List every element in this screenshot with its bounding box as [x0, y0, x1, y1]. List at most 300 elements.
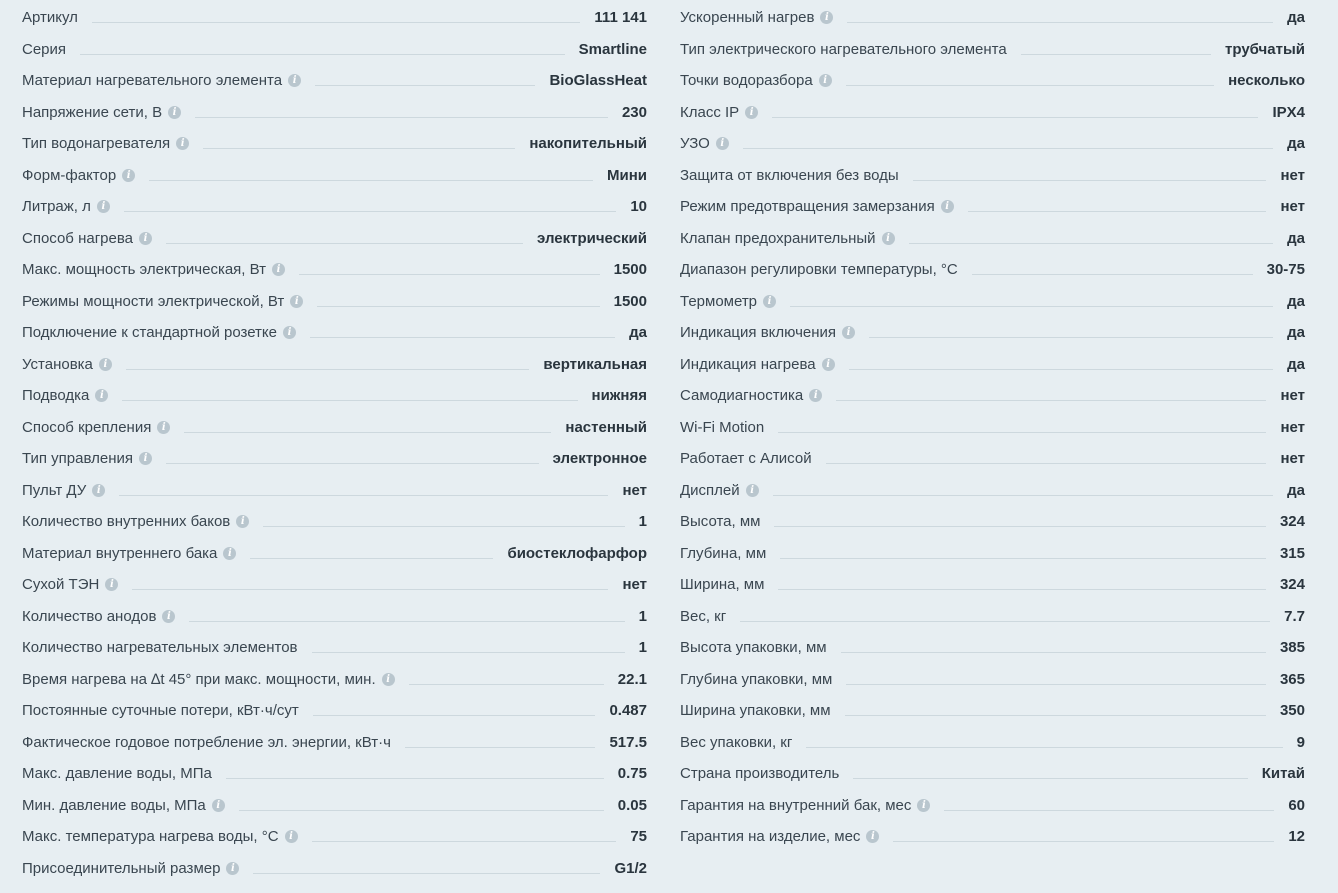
info-icon[interactable]: i — [285, 830, 298, 843]
spec-label: Способ нагрева — [22, 229, 133, 247]
spec-row — [680, 349, 1305, 381]
leader-line — [312, 652, 625, 653]
spec-row — [680, 65, 1305, 97]
spec-value: биостеклофарфор — [507, 544, 647, 562]
leader-line — [299, 274, 600, 275]
spec-row — [22, 2, 647, 34]
spec-label-wrap — [680, 324, 855, 341]
spec-value: нет — [1280, 418, 1305, 436]
spec-row — [680, 569, 1305, 601]
spec-label-wrap — [22, 860, 239, 877]
spec-label: Присоединительный размер — [22, 859, 221, 877]
spec-value: 517.5 — [609, 733, 647, 751]
info-icon[interactable]: i — [290, 295, 303, 308]
info-icon[interactable]: i — [236, 515, 249, 528]
spec-label-wrap — [680, 797, 930, 814]
spec-label: Самодиагностика — [680, 387, 804, 405]
spec-label: Высота, мм — [680, 513, 761, 531]
spec-label-wrap — [680, 104, 758, 121]
spec-label-wrap — [680, 482, 759, 499]
spec-label: Гарантия на внутренний бак, мес — [680, 796, 912, 814]
leader-line — [841, 652, 1266, 653]
spec-label-wrap — [680, 545, 766, 562]
spec-value: 111 141 — [594, 9, 647, 27]
spec-value: настенный — [565, 418, 647, 436]
spec-row — [22, 254, 647, 286]
spec-value: 75 — [630, 828, 647, 846]
spec-row — [680, 160, 1305, 192]
spec-row — [680, 317, 1305, 349]
leader-line — [184, 432, 551, 433]
info-icon[interactable]: i — [288, 74, 301, 87]
leader-line — [312, 841, 617, 842]
spec-label-wrap — [22, 639, 298, 656]
info-icon[interactable]: i — [95, 389, 108, 402]
leader-line — [773, 495, 1273, 496]
spec-label-wrap — [22, 135, 189, 152]
leader-line — [203, 148, 515, 149]
spec-label: Подводка — [22, 387, 90, 405]
spec-label: УЗО — [680, 135, 710, 153]
spec-row — [22, 160, 647, 192]
info-icon[interactable]: i — [97, 200, 110, 213]
spec-label: Высота упаковки, мм — [680, 639, 827, 657]
leader-line — [968, 211, 1267, 212]
spec-value: 0.75 — [617, 765, 647, 783]
spec-row — [22, 569, 647, 601]
info-icon[interactable]: i — [716, 137, 729, 150]
spec-value: да — [1287, 9, 1305, 27]
spec-label: Литраж, л — [22, 198, 91, 216]
spec-label-wrap — [22, 324, 296, 341]
spec-value: нет — [1280, 166, 1305, 184]
leader-line — [310, 337, 615, 338]
info-icon[interactable]: i — [763, 295, 776, 308]
spec-label: Термометр — [680, 292, 758, 310]
spec-label: Мин. давление воды, МПа — [22, 796, 206, 814]
spec-value: нет — [1280, 198, 1305, 216]
spec-label-wrap — [22, 230, 152, 247]
spec-label-wrap — [22, 387, 108, 404]
spec-value: 365 — [1279, 670, 1305, 688]
spec-label-wrap — [680, 387, 822, 404]
spec-row — [22, 538, 647, 570]
info-icon[interactable]: i — [272, 263, 285, 276]
info-icon[interactable]: i — [122, 169, 135, 182]
info-icon[interactable]: i — [105, 578, 118, 591]
spec-label: Фактическое годовое потребление эл. энергии, кВт·ч — [22, 733, 391, 751]
spec-value: да — [1287, 229, 1305, 247]
spec-value: 324 — [1279, 576, 1305, 594]
leader-line — [195, 117, 608, 118]
spec-value: 385 — [1279, 639, 1305, 657]
leader-line — [778, 589, 1266, 590]
spec-label: Режим предотвращения замерзания — [680, 198, 935, 216]
info-icon[interactable]: i — [139, 232, 152, 245]
spec-row — [680, 412, 1305, 444]
spec-label-wrap — [680, 576, 764, 593]
spec-value: нет — [622, 576, 647, 594]
leader-line — [790, 306, 1273, 307]
spec-label: Макс. давление воды, МПа — [22, 765, 212, 783]
spec-label-wrap — [22, 419, 170, 436]
spec-value: 324 — [1279, 513, 1305, 531]
spec-row — [22, 128, 647, 160]
spec-label: Ширина упаковки, мм — [680, 702, 831, 720]
spec-label: Макс. мощность электрическая, Вт — [22, 261, 267, 279]
spec-row — [680, 443, 1305, 475]
spec-label-wrap — [680, 72, 832, 89]
info-icon[interactable]: i — [746, 484, 759, 497]
spec-label: Страна производитель — [680, 765, 840, 783]
leader-line — [226, 778, 604, 779]
spec-label: Точки водоразбора — [680, 72, 813, 90]
spec-value: 9 — [1296, 733, 1305, 751]
spec-label-wrap — [22, 576, 118, 593]
spec-row — [680, 2, 1305, 34]
spec-value: 1 — [638, 639, 647, 657]
leader-line — [806, 747, 1282, 748]
spec-label-wrap — [22, 450, 152, 467]
spec-row — [22, 223, 647, 255]
spec-label: Количество внутренних баков — [22, 513, 231, 531]
spec-label-wrap — [680, 702, 831, 719]
spec-label: Напряжение сети, В — [22, 103, 163, 121]
spec-value: 350 — [1279, 702, 1305, 720]
spec-row — [680, 223, 1305, 255]
spec-value: 7.7 — [1284, 607, 1305, 625]
spec-label-wrap — [22, 797, 225, 814]
spec-row — [22, 97, 647, 129]
leader-line — [846, 684, 1266, 685]
spec-row — [22, 601, 647, 633]
spec-label-wrap — [680, 230, 895, 247]
spec-row — [680, 790, 1305, 822]
spec-value: 315 — [1279, 544, 1305, 562]
spec-row — [680, 254, 1305, 286]
spec-row — [22, 380, 647, 412]
spec-label-wrap — [680, 450, 812, 467]
spec-value: 10 — [630, 198, 647, 216]
spec-row — [680, 821, 1305, 853]
info-icon[interactable]: i — [283, 326, 296, 339]
spec-label: Wi-Fi Motion — [680, 418, 765, 436]
specs-column-left — [22, 2, 647, 884]
leader-line — [913, 180, 1267, 181]
leader-line — [780, 558, 1266, 559]
leader-line — [405, 747, 596, 748]
spec-label-wrap — [22, 198, 110, 215]
leader-line — [409, 684, 604, 685]
spec-value: вертикальная — [543, 355, 647, 373]
spec-value: нет — [1280, 387, 1305, 405]
leader-line — [774, 526, 1265, 527]
spec-label-wrap — [680, 734, 792, 751]
spec-value: да — [1287, 481, 1305, 499]
spec-row — [22, 727, 647, 759]
leader-line — [1021, 54, 1211, 55]
spec-row — [680, 34, 1305, 66]
info-icon[interactable]: i — [176, 137, 189, 150]
spec-label: Вес, кг — [680, 607, 727, 625]
leader-line — [778, 432, 1266, 433]
info-icon[interactable]: i — [157, 421, 170, 434]
spec-value: 1500 — [613, 292, 647, 310]
spec-row — [22, 412, 647, 444]
spec-row — [680, 286, 1305, 318]
info-icon[interactable]: i — [882, 232, 895, 245]
spec-value: да — [1287, 292, 1305, 310]
spec-label-wrap — [680, 261, 958, 278]
spec-label: Дисплей — [680, 481, 740, 499]
spec-value: BioGlassHeat — [549, 72, 647, 90]
spec-label: Установка — [22, 355, 93, 373]
info-icon[interactable]: i — [745, 106, 758, 119]
spec-label-wrap — [22, 104, 181, 121]
spec-label-wrap — [680, 356, 835, 373]
spec-label-wrap — [680, 167, 899, 184]
leader-line — [836, 400, 1266, 401]
spec-row — [680, 380, 1305, 412]
spec-row — [680, 632, 1305, 664]
spec-label: Индикация нагрева — [680, 355, 816, 373]
leader-line — [189, 621, 624, 622]
spec-label: Подключение к стандартной розетке — [22, 324, 277, 342]
spec-label-wrap — [22, 41, 66, 58]
spec-label-wrap — [680, 135, 729, 152]
spec-value: IPX4 — [1272, 103, 1305, 121]
leader-line — [909, 243, 1274, 244]
spec-label-wrap — [22, 702, 299, 719]
info-icon[interactable]: i — [809, 389, 822, 402]
spec-row — [680, 97, 1305, 129]
spec-value: 0.487 — [609, 702, 647, 720]
spec-value: да — [629, 324, 647, 342]
spec-value: да — [1287, 355, 1305, 373]
specs-column-right — [680, 2, 1305, 884]
spec-label-wrap — [680, 41, 1007, 58]
spec-value: электронное — [552, 450, 647, 468]
spec-row — [22, 506, 647, 538]
info-icon[interactable]: i — [99, 358, 112, 371]
leader-line — [119, 495, 608, 496]
info-icon[interactable]: i — [866, 830, 879, 843]
spec-label: Артикул — [22, 9, 78, 27]
spec-row — [22, 475, 647, 507]
leader-line — [869, 337, 1273, 338]
spec-label-wrap — [22, 734, 391, 751]
spec-row — [22, 191, 647, 223]
leader-line — [126, 369, 529, 370]
leader-line — [740, 621, 1270, 622]
spec-value: нет — [1280, 450, 1305, 468]
spec-label-wrap — [22, 828, 298, 845]
leader-line — [313, 715, 596, 716]
leader-line — [239, 810, 604, 811]
spec-label: Защита от включения без воды — [680, 166, 899, 184]
spec-label-wrap — [22, 9, 78, 26]
spec-label: Класс IP — [680, 103, 740, 121]
info-icon[interactable]: i — [226, 862, 239, 875]
spec-row — [680, 128, 1305, 160]
spec-label: Сухой ТЭН — [22, 576, 100, 594]
leader-line — [92, 22, 581, 23]
info-icon[interactable]: i — [139, 452, 152, 465]
leader-line — [124, 211, 616, 212]
leader-line — [944, 810, 1274, 811]
spec-label-wrap — [22, 545, 236, 562]
spec-value: G1/2 — [614, 859, 647, 877]
spec-value: Smartline — [578, 40, 647, 58]
spec-value: да — [1287, 324, 1305, 342]
spec-label-wrap — [680, 198, 954, 215]
leader-line — [132, 589, 608, 590]
spec-label-wrap — [680, 9, 833, 26]
spec-label: Форм-фактор — [22, 166, 117, 184]
spec-label: Материал внутреннего бака — [22, 544, 218, 562]
spec-label: Работает с Алисой — [680, 450, 812, 468]
leader-line — [166, 463, 539, 464]
spec-value: электрический — [537, 229, 647, 247]
spec-value: несколько — [1228, 72, 1305, 90]
spec-value: Мини — [607, 166, 647, 184]
spec-label-wrap — [22, 293, 303, 310]
spec-value: 30-75 — [1266, 261, 1305, 279]
spec-row — [680, 538, 1305, 570]
leader-line — [893, 841, 1274, 842]
spec-label-wrap — [22, 356, 112, 373]
spec-row — [22, 286, 647, 318]
spec-label-wrap — [680, 513, 760, 530]
spec-label-wrap — [680, 419, 764, 436]
spec-row — [22, 65, 647, 97]
spec-row — [22, 349, 647, 381]
spec-row — [22, 34, 647, 66]
spec-value: 1500 — [613, 261, 647, 279]
info-icon[interactable]: i — [92, 484, 105, 497]
spec-label: Материал нагревательного элемента — [22, 72, 283, 90]
spec-label-wrap — [22, 608, 175, 625]
leader-line — [772, 117, 1258, 118]
spec-label-wrap — [22, 167, 135, 184]
spec-label: Пульт ДУ — [22, 481, 87, 499]
leader-line — [826, 463, 1267, 464]
spec-row — [22, 443, 647, 475]
leader-line — [80, 54, 565, 55]
spec-row — [680, 475, 1305, 507]
spec-label: Тип водонагревателя — [22, 135, 171, 153]
info-icon[interactable]: i — [819, 74, 832, 87]
spec-label-wrap — [680, 639, 827, 656]
spec-value: 60 — [1288, 796, 1305, 814]
spec-label: Постоянные суточные потери, кВт·ч/сут — [22, 702, 299, 720]
spec-label: Ширина, мм — [680, 576, 765, 594]
spec-row — [680, 695, 1305, 727]
spec-label: Режимы мощности электрической, Вт — [22, 292, 285, 310]
info-icon[interactable]: i — [941, 200, 954, 213]
spec-label: Способ крепления — [22, 418, 152, 436]
leader-line — [743, 148, 1273, 149]
spec-label: Глубина, мм — [680, 544, 767, 562]
info-icon[interactable]: i — [382, 673, 395, 686]
spec-label: Макс. температура нагрева воды, °С — [22, 828, 279, 846]
spec-value: нет — [622, 481, 647, 499]
leader-line — [250, 558, 493, 559]
spec-value: 1 — [638, 513, 647, 531]
spec-label: Ускоренный нагрев — [680, 9, 815, 27]
spec-value: 230 — [621, 103, 647, 121]
spec-value: Китай — [1261, 765, 1305, 783]
info-icon[interactable]: i — [162, 610, 175, 623]
info-icon[interactable]: i — [223, 547, 236, 560]
spec-label: Тип управления — [22, 450, 133, 468]
leader-line — [849, 369, 1274, 370]
spec-row — [680, 601, 1305, 633]
spec-label-wrap — [22, 482, 105, 499]
spec-label: Диапазон регулировки температуры, °С — [680, 261, 958, 279]
spec-value: нижняя — [591, 387, 647, 405]
spec-row — [22, 758, 647, 790]
spec-value: накопительный — [529, 135, 647, 153]
info-icon[interactable]: i — [168, 106, 181, 119]
spec-label: Время нагрева на ∆t 45° при макс. мощности, мин. — [22, 670, 376, 688]
spec-label: Серия — [22, 40, 67, 58]
spec-row — [680, 758, 1305, 790]
leader-line — [317, 306, 599, 307]
spec-label: Тип электрического нагревательного элемента — [680, 40, 1007, 58]
spec-label-wrap — [680, 828, 879, 845]
info-icon[interactable]: i — [842, 326, 855, 339]
spec-label: Вес упаковки, кг — [680, 733, 793, 751]
spec-row — [680, 191, 1305, 223]
leader-line — [315, 85, 535, 86]
spec-row — [22, 632, 647, 664]
spec-label: Индикация включения — [680, 324, 837, 342]
info-icon[interactable]: i — [212, 799, 225, 812]
leader-line — [263, 526, 624, 527]
info-icon[interactable]: i — [917, 799, 930, 812]
spec-row — [22, 317, 647, 349]
spec-label-wrap — [22, 261, 285, 278]
leader-line — [847, 22, 1273, 23]
spec-row — [680, 664, 1305, 696]
leader-line — [845, 715, 1266, 716]
info-icon[interactable]: i — [820, 11, 833, 24]
spec-label-wrap — [680, 765, 839, 782]
spec-row — [680, 727, 1305, 759]
spec-value: 22.1 — [617, 670, 647, 688]
specifications-table — [0, 2, 1338, 884]
spec-label-wrap — [680, 671, 832, 688]
spec-row — [22, 664, 647, 696]
spec-value: 12 — [1288, 828, 1305, 846]
spec-label: Клапан предохранительный — [680, 229, 876, 247]
leader-line — [122, 400, 577, 401]
spec-label-wrap — [22, 72, 301, 89]
spec-value: трубчатый — [1225, 40, 1305, 58]
leader-line — [846, 85, 1214, 86]
spec-label: Количество нагревательных элементов — [22, 639, 298, 657]
spec-row — [22, 853, 647, 885]
spec-value: 1 — [638, 607, 647, 625]
leader-line — [972, 274, 1253, 275]
spec-row — [22, 790, 647, 822]
leader-line — [166, 243, 523, 244]
info-icon[interactable]: i — [822, 358, 835, 371]
spec-label: Гарантия на изделие, мес — [680, 828, 861, 846]
spec-value: 0.05 — [617, 796, 647, 814]
spec-label-wrap — [22, 765, 212, 782]
